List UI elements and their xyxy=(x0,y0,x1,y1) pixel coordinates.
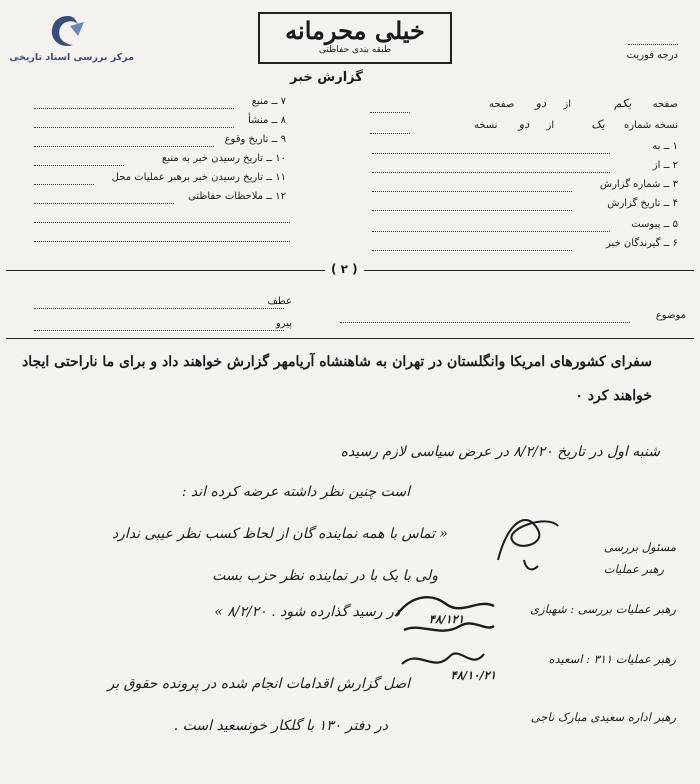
body-line-2: خواهند کرد ۰ xyxy=(575,388,652,404)
form-item-6: ۶ ــ گیرندگان خبر xyxy=(606,238,678,249)
remarks-dots-2 xyxy=(34,241,290,242)
form-item-10: ۱۰ ــ تاریخ رسیدن خبر به منبع xyxy=(162,153,286,164)
page-label: صفحه xyxy=(652,99,678,110)
form-item-7-dots xyxy=(34,108,234,109)
copy-dots xyxy=(370,133,410,134)
handwritten-note-4: ولی با یک با در نماینده نظر حزب بست xyxy=(212,568,438,584)
reference-atf: عطف xyxy=(267,296,292,307)
form-item-3: ۳ ــ شماره گزارش xyxy=(599,179,678,190)
form-item-1-dots xyxy=(372,153,610,154)
form-item-11: ۱۱ ــ تاریخ رسیدن خبر برهبر عملیات محل xyxy=(111,172,286,183)
form-item-7: ۷ ــ منبع xyxy=(251,96,286,107)
form-item-4: ۴ ــ تاریخ گزارش xyxy=(607,198,678,209)
page-number-field xyxy=(489,96,678,110)
form-item-5-dots xyxy=(372,231,610,232)
page-word: صفحه xyxy=(488,99,515,110)
form-item-9-dots xyxy=(34,146,214,147)
form-item-2-dots xyxy=(372,172,610,173)
routing-date: ۴۸/۱۰/۲۱ xyxy=(450,668,496,682)
routing-line-3: رهبر عملیات بررسی : شهبازی xyxy=(530,602,676,616)
page-number-marker: ( ۲ ) xyxy=(325,262,364,276)
body-line-1: سفرای کشورهای امریکا وانگلستان در تهران به شاهنشاه آریامهر گزارش خواهند داد و برای ما ناراحتی ایجاد xyxy=(21,354,652,370)
classification-stamp xyxy=(258,12,452,64)
report-title: گزارش خبر xyxy=(290,70,363,85)
routing-line-2: رهبر عملیات xyxy=(603,562,664,576)
handwritten-note-6: اصل گزارش اقدامات انجام شده در پرونده حقوق بر xyxy=(107,676,410,692)
archive-logo xyxy=(9,14,134,70)
handwritten-note-5: در رسید گذارده شود . ۸/۲/۲۰ » xyxy=(214,604,400,620)
copy-number-field xyxy=(474,117,678,131)
routing-number: ۴۸/۱۲۱ xyxy=(428,612,464,626)
urgency-dots xyxy=(628,44,678,45)
routing-line-7: رهبر اداره سعیدی مبارک ناجی xyxy=(530,710,676,724)
archive-logo-icon xyxy=(48,14,88,50)
remarks-dots-1 xyxy=(34,222,290,223)
form-item-8: ۸ ــ منشأ xyxy=(248,115,286,126)
form-item-12: ۱۲ ــ ملاحظات حفاظتی xyxy=(188,191,286,202)
urgency-label: درجه فوریت xyxy=(626,50,678,61)
handwritten-note-3: « تماس با همه نماینده گان از لحاظ کسب نظر عیبی ندارد xyxy=(111,526,448,542)
copy-label: نسخه شماره xyxy=(624,120,678,131)
form-item-12-dots xyxy=(34,203,174,204)
reference-peyro-dots xyxy=(34,330,284,331)
subject-divider xyxy=(6,338,694,339)
handwritten-note-7: در دفتر ۱۳۰ با گلکار خونسعید است . xyxy=(173,718,388,734)
form-item-1: ۱ ــ به xyxy=(652,141,678,152)
signature-scribble-2 xyxy=(390,586,500,648)
page-value: یکم xyxy=(614,96,632,110)
handwritten-note-1: شنبه اول در تاریخ ۸/۲/۲۰ در عرض سیاسی لازم رسیده xyxy=(340,444,660,460)
page-dots xyxy=(370,112,410,113)
copy-word: نسخه xyxy=(473,120,498,131)
form-item-10-dots xyxy=(34,165,124,166)
routing-line-5: رهبر عملیات ۳۱۱ : اسعیده xyxy=(548,652,676,666)
subject-dots xyxy=(340,322,630,323)
handwritten-note-2: است چنین نظر داشته عرضه کرده اند : xyxy=(181,484,410,500)
copy-value: یک xyxy=(591,117,605,131)
form-item-6-dots xyxy=(372,250,572,251)
classification-subtitle: طبقه بندی حفاظتی xyxy=(318,45,392,55)
signature-scribble-1 xyxy=(488,500,568,580)
form-item-8-dots xyxy=(34,127,234,128)
routing-line-1: مسئول بررسی xyxy=(603,540,676,554)
form-item-11-dots xyxy=(34,184,94,185)
copy-total: دو xyxy=(518,117,530,131)
form-item-3-dots xyxy=(372,191,572,192)
archive-logo-text: مرکز بررسی اسناد تاریخی xyxy=(9,52,134,63)
subject-label: موضوع xyxy=(655,310,686,321)
classification-text: خیلی محرمانه xyxy=(285,16,425,45)
form-item-5: ۵ ــ پیوست xyxy=(631,219,678,230)
page-total: دو xyxy=(535,96,547,110)
form-item-9: ۹ ــ تاریخ وقوع xyxy=(224,134,286,145)
reference-peyro: پیرو xyxy=(275,318,292,329)
signature-scribble-3 xyxy=(398,640,488,680)
copy-of: از xyxy=(546,120,555,131)
form-item-4-dots xyxy=(372,210,572,211)
page-of: از xyxy=(563,99,572,110)
form-item-2: ۲ ــ از xyxy=(652,160,678,171)
reference-atf-dots xyxy=(34,308,284,309)
